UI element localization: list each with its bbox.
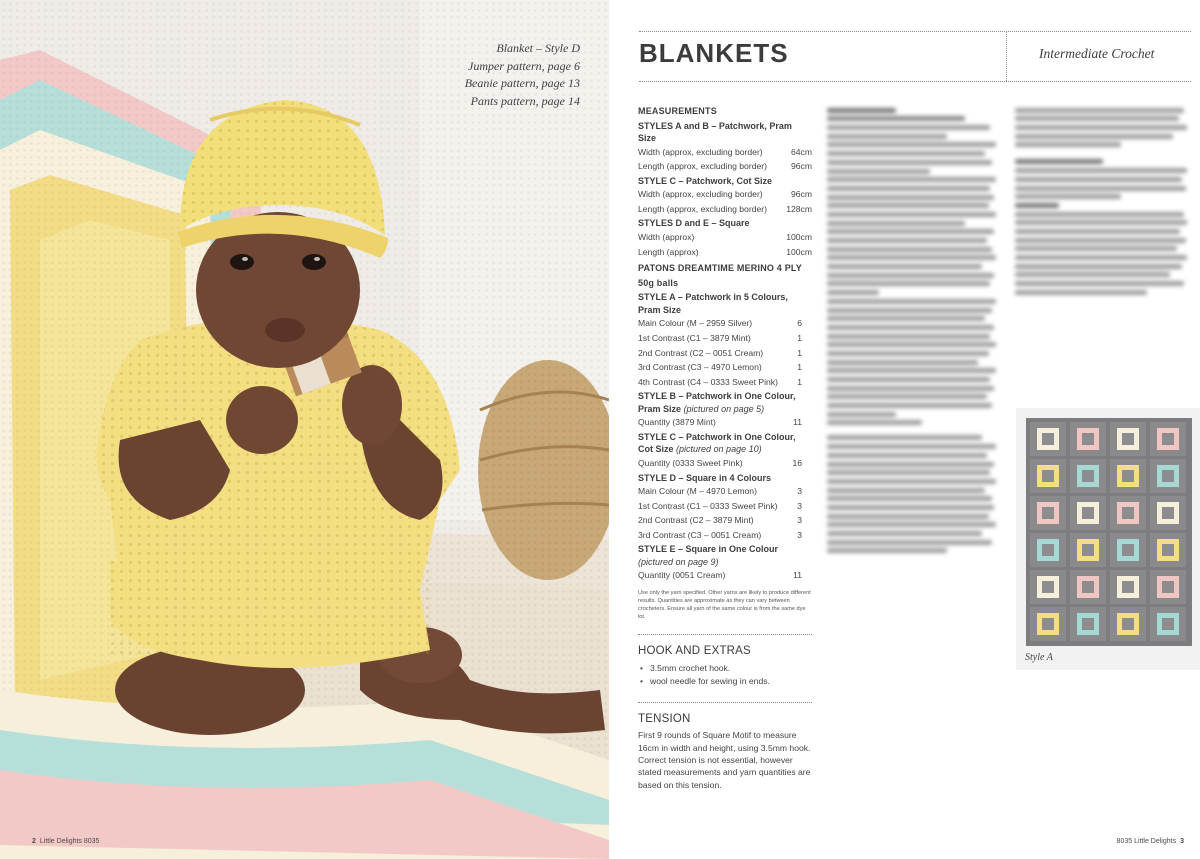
skill-level: Intermediate Crochet: [1039, 46, 1155, 61]
row-label: Width (approx, excluding border): [638, 146, 763, 157]
style-d-heading: STYLE D – Square in 4 Colours: [638, 472, 772, 483]
right-folio: [1117, 838, 1188, 845]
yarn-row: [638, 375, 812, 390]
row-value: 16: [792, 457, 802, 468]
yarn-row: [638, 513, 812, 528]
caption-line: Pants pattern, page 14: [470, 93, 580, 108]
heading-text: STYLE E – Square in One Colour: [638, 544, 779, 555]
section-rule: [638, 634, 812, 635]
row-label: 3rd Contrast (C3 – 4970 Lemon): [638, 362, 762, 373]
yarn-row: [638, 346, 812, 361]
granny-square: [1110, 422, 1146, 456]
heading-text: STYLE B – Patchwork in One Colour, Pram Size: [638, 391, 796, 414]
granny-square: [1110, 570, 1146, 604]
granny-square-blanket: [1026, 418, 1192, 646]
granny-square: [1070, 533, 1106, 567]
row-value: 64cm: [790, 146, 812, 157]
granny-square: [1110, 607, 1146, 641]
style-c-heading: [638, 430, 812, 456]
hook-item: • wool needle for sewing in ends.: [638, 675, 812, 689]
granny-square: [1110, 496, 1146, 530]
yarn-row: [638, 316, 812, 331]
blanket-style-a-image: [1016, 408, 1200, 670]
blurred-instructions-column-2: [1015, 104, 1191, 298]
row-label: Length (approx, excluding border): [638, 161, 767, 172]
granny-square: [1030, 496, 1066, 530]
row-label: 2nd Contrast (C2 – 0051 Cream): [638, 347, 764, 358]
measurement-group-heading: STYLE C – Patchwork, Cot Size: [638, 175, 773, 186]
hook-heading: HOOK AND EXTRAS: [638, 644, 751, 657]
measurement-group-heading: STYLES A and B – Patchwork, Pram Size: [638, 120, 792, 144]
row-label: Quantity (0051 Cream): [638, 570, 726, 581]
page-title: BLANKETS: [639, 38, 789, 68]
yarn-heading: PATONS DREAMTIME MERINO 4 PLY 50g balls: [638, 263, 802, 288]
row-label: 1st Contrast (C1 – 3879 Mint): [638, 332, 751, 343]
row-label: 4th Contrast (C4 – 0333 Sweet Pink): [638, 376, 778, 387]
measurement-row: [638, 145, 812, 160]
section-rule: [638, 702, 812, 703]
yarn-row: [638, 415, 812, 430]
header-rule: [639, 81, 1191, 82]
tension-text: First 9 rounds of Square Motif to measure 16cm in width and height, using 3.5mm hook. Correct tension is not essential, however stated measurements and yarn quantities are based on this tension.: [638, 730, 811, 790]
yarn-row: [638, 499, 812, 514]
row-value: 96cm: [790, 161, 812, 172]
row-value: 100cm: [786, 246, 812, 257]
pattern-page: [609, 0, 1200, 859]
granny-square: [1030, 533, 1066, 567]
row-value: 6: [797, 318, 802, 329]
row-value: 100cm: [786, 231, 812, 242]
row-label: Width (approx, excluding border): [638, 189, 763, 200]
granny-square: [1110, 459, 1146, 493]
heading-text: STYLE C – Patchwork in One Colour, Cot Size: [638, 431, 796, 455]
granny-square: [1150, 459, 1186, 493]
row-label: 1st Contrast (C1 – 0333 Sweet Pink): [638, 500, 778, 511]
granny-square: [1110, 533, 1146, 567]
yarn-row: [638, 331, 812, 346]
row-value: 1: [797, 362, 802, 373]
blurred-instructions-column: [827, 104, 999, 557]
granny-square: [1030, 570, 1066, 604]
row-label: Length (approx): [638, 246, 699, 257]
style-a-heading: STYLE A – Patchwork in 5 Colours, Pram Size: [638, 292, 788, 315]
row-value: 3: [797, 529, 802, 540]
caption-line: Jumper pattern, page 6: [468, 58, 580, 73]
granny-square: [1030, 459, 1066, 493]
row-value: 11: [793, 570, 802, 581]
materials-column: [638, 104, 812, 791]
granny-square: [1150, 422, 1186, 456]
granny-square: [1150, 570, 1186, 604]
header-divider: [1006, 31, 1007, 81]
row-value: 11: [793, 417, 802, 428]
heading-note: (pictured on page 5): [683, 403, 765, 414]
photo-captions: [465, 40, 580, 110]
granny-square: [1070, 459, 1106, 493]
row-label: 3rd Contrast (C3 – 0051 Cream): [638, 529, 762, 540]
heading-note: (pictured on page 9): [638, 556, 719, 567]
row-label: Main Colour (M – 4970 Lemon): [638, 486, 757, 496]
row-value: 3: [797, 515, 802, 526]
measurements-heading: MEASUREMENTS: [638, 106, 717, 116]
measurement-group-heading: STYLES D and E – Square: [638, 218, 750, 229]
heading-note: (pictured on page 10): [676, 444, 762, 455]
granny-square: [1150, 533, 1186, 567]
yarn-row: [638, 456, 812, 471]
image-caption: Style A: [1025, 652, 1053, 663]
style-b-heading: [638, 389, 812, 415]
granny-square: [1070, 570, 1106, 604]
folio-text: Little Delights 8035: [39, 838, 100, 845]
row-value: 96cm: [790, 189, 812, 200]
granny-square: [1070, 496, 1106, 530]
measurement-row: [638, 159, 812, 174]
measurement-row: [638, 230, 812, 245]
granny-square: [1070, 422, 1106, 456]
granny-square: [1150, 496, 1186, 530]
granny-square: [1150, 607, 1186, 641]
folio-text: 8035 Little Delights: [1116, 838, 1177, 845]
row-value: 128cm: [786, 203, 812, 214]
style-e-heading: [638, 542, 812, 568]
caption-line: Blanket – Style D: [496, 41, 580, 55]
tension-heading: TENSION: [638, 712, 691, 725]
yarn-row: [638, 528, 812, 543]
row-label: 2nd Contrast (C2 – 3879 Mint): [638, 515, 754, 526]
row-value: 1: [797, 347, 802, 358]
top-rule: [639, 31, 1191, 32]
row-label: Quantity (0333 Sweet Pink): [638, 457, 743, 468]
page-number: 2: [32, 838, 36, 845]
row-value: 1: [797, 332, 802, 343]
row-label: Length (approx, excluding border): [638, 203, 767, 214]
measurement-row: [638, 245, 812, 260]
caption-line: Beanie pattern, page 13: [464, 76, 580, 90]
row-value: 3: [797, 486, 802, 496]
row-value: 1: [797, 376, 802, 387]
granny-square: [1070, 607, 1106, 641]
row-value: 3: [797, 500, 802, 511]
yarn-row: [638, 360, 812, 375]
yarn-footnote: Use only the yarn specified. Other yarns are likely to produce different results. Quantities are approximate as they can vary between crocheters. Ensure all yarn of the same colour is from the same dye lot.: [638, 589, 811, 620]
row-label: Main Colour (M – 2959 Silver): [638, 318, 753, 329]
measurement-row: [638, 187, 812, 202]
yarn-row: [638, 484, 812, 499]
hook-item: • 3.5mm crochet hook.: [638, 662, 812, 676]
granny-square: [1030, 422, 1066, 456]
granny-square: [1030, 607, 1066, 641]
row-label: Width (approx): [638, 231, 695, 242]
measurement-row: [638, 202, 812, 217]
row-label: Quantity (3879 Mint): [638, 417, 716, 428]
left-folio: [28, 838, 99, 845]
page-number: 3: [1180, 838, 1184, 845]
yarn-row: [638, 568, 812, 583]
